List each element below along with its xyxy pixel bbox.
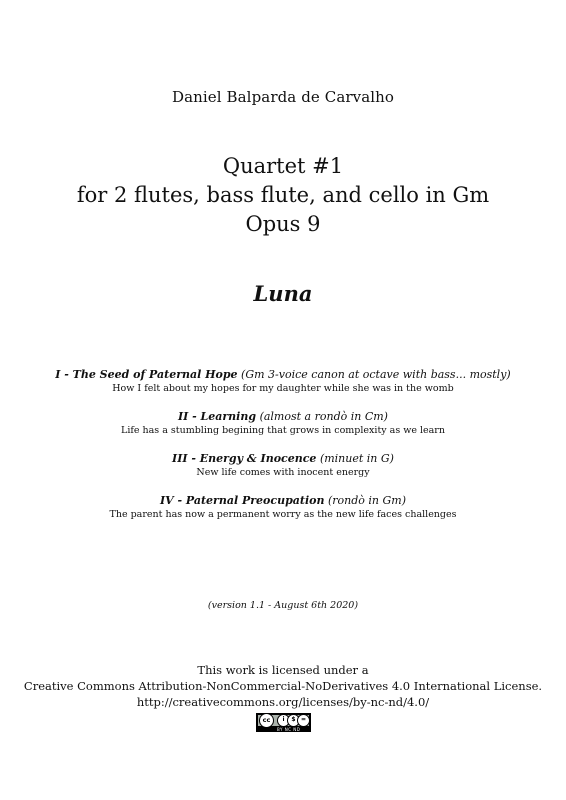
movement-item	[0, 494, 566, 522]
movement-item	[0, 452, 566, 480]
version-note: (version 1.1 - August 6th 2020)	[207, 600, 359, 611]
license-line-1: This work is licensed under a	[197, 663, 369, 677]
composer-name: Daniel Balparda de Carvalho	[171, 88, 395, 106]
attribution-icon: i	[277, 714, 290, 727]
movement-description: The parent has now a permanent worry as the new life faces challenges	[109, 509, 457, 520]
cc-by-nc-nd-badge-icon[interactable]	[256, 713, 311, 732]
movement-list	[0, 368, 566, 536]
movement-heading	[0, 452, 566, 466]
movement-description: Life has a stumbling begining that grows in complexity as we learn	[121, 425, 445, 436]
cc-icon: cc	[259, 713, 274, 728]
license-notice	[0, 662, 566, 710]
movement-form: (minuet in G)	[319, 452, 394, 465]
title-line-3: Opus 9	[245, 212, 321, 236]
movement-heading	[0, 494, 566, 508]
movement-title: II - Learning	[178, 410, 257, 423]
movement-item	[0, 368, 566, 396]
title-line-2: for 2 flutes, bass flute, and cello in Gm	[76, 183, 490, 207]
noncommercial-icon: $	[287, 714, 300, 727]
movement-item	[0, 410, 566, 438]
noderivatives-icon: =	[297, 714, 310, 727]
license-line-2: Creative Commons Attribution-NonCommercial-NoDerivatives 4.0 International License.	[23, 679, 543, 693]
movement-form: (Gm 3-voice canon at octave with bass... mostly)	[241, 368, 511, 381]
work-subtitle: Luna	[253, 281, 313, 306]
title-line-1: Quartet #1	[222, 154, 344, 178]
license-url[interactable]: http://creativecommons.org/licenses/by-nc-nd/4.0/	[136, 695, 430, 709]
movement-description: New life comes with inocent energy	[196, 467, 370, 478]
movement-description: How I felt about my hopes for my daughter while she was in the womb	[112, 383, 454, 394]
movement-heading	[0, 410, 566, 424]
movement-form: (almost a rondò in Cm)	[259, 410, 388, 423]
movement-title: IV - Paternal Preocupation	[159, 494, 325, 507]
badge-label: BY NC ND	[277, 727, 301, 732]
movement-form: (rondò in Gm)	[328, 494, 407, 507]
movement-heading	[0, 368, 566, 382]
work-title	[0, 152, 566, 239]
movement-title: III - Energy & Inocence	[172, 452, 317, 465]
movement-title: I - The Seed of Paternal Hope	[55, 368, 238, 381]
